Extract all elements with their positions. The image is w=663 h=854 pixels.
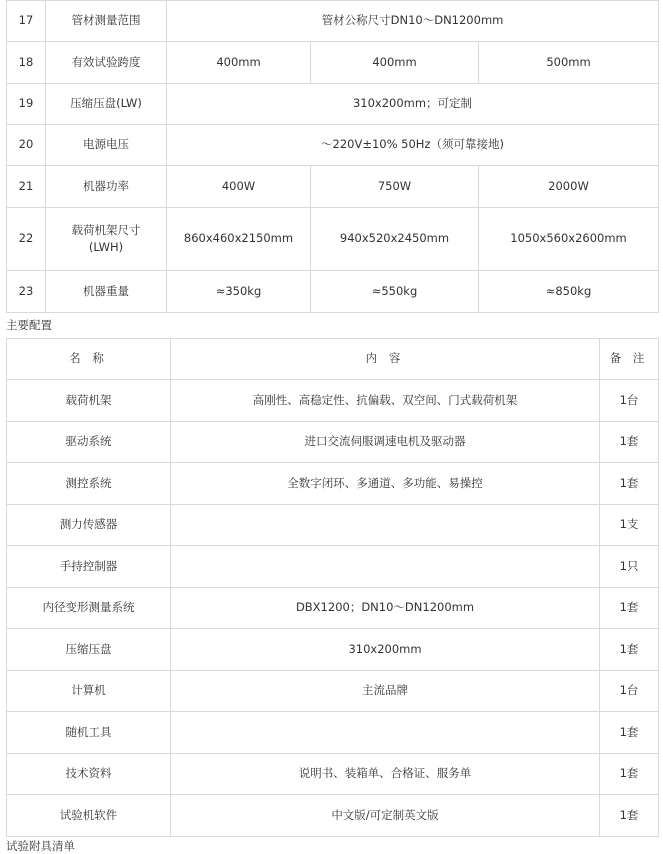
config-note: 1套 (600, 588, 659, 629)
config-row (7, 546, 659, 588)
config-name: 手持控制器 (7, 546, 171, 588)
spec-value: ≈550kg (311, 271, 479, 313)
config-row (7, 754, 659, 795)
spec-name: 管材测量范围 (46, 1, 167, 42)
config-note: 1套 (600, 795, 659, 837)
config-name: 随机工具 (7, 712, 171, 754)
spec-value: 400mm (311, 42, 479, 84)
config-name: 载荷机架 (7, 380, 171, 422)
spec-row (7, 42, 659, 84)
config-row (7, 588, 659, 629)
config-content (171, 505, 600, 546)
spec-value: ≈850kg (479, 271, 659, 313)
config-name: 试验机软件 (7, 795, 171, 837)
spec-value: 500mm (479, 42, 659, 84)
section-title: 主要配置 (6, 318, 52, 332)
spec-no: 18 (7, 42, 46, 84)
spec-value: 860x460x2150mm (167, 208, 311, 271)
config-content (171, 546, 600, 588)
spec-name: 电源电压 (46, 125, 167, 166)
spec-table (6, 0, 659, 313)
spec-no: 17 (7, 1, 46, 42)
spec-value: 400mm (167, 42, 311, 84)
spec-name: 压缩压盘(LW) (46, 84, 167, 125)
config-row (7, 795, 659, 837)
spec-value: 400W (167, 166, 311, 208)
config-note: 1支 (600, 505, 659, 546)
config-content: 说明书、装箱单、合格证、服务单 (171, 754, 600, 795)
spec-value: 310x200mm；可定制 (167, 84, 659, 125)
spec-no: 21 (7, 166, 46, 208)
config-name: 压缩压盘 (7, 629, 171, 671)
config-content: 进口交流伺服调速电机及驱动器 (171, 422, 600, 463)
config-name: 测控系统 (7, 463, 171, 505)
spec-value: 750W (311, 166, 479, 208)
config-name: 内径变形测量系统 (7, 588, 171, 629)
spec-no: 20 (7, 125, 46, 166)
spec-row (7, 208, 659, 271)
config-content: 主流品牌 (171, 671, 600, 712)
config-content (171, 712, 600, 754)
config-note: 1套 (600, 629, 659, 671)
spec-row (7, 166, 659, 208)
config-content: 高刚性、高稳定性、抗偏载、双空间、门式载荷机架 (171, 380, 600, 422)
config-name: 计算机 (7, 671, 171, 712)
spec-no: 19 (7, 84, 46, 125)
spec-name-line: (LWH) (88, 240, 124, 254)
config-row (7, 671, 659, 712)
spec-row (7, 271, 659, 313)
next-section-title: 试验附具清单 (6, 839, 75, 853)
config-row (7, 463, 659, 505)
config-note: 1只 (600, 546, 659, 588)
config-note: 1套 (600, 712, 659, 754)
config-row (7, 712, 659, 754)
config-row (7, 505, 659, 546)
config-row (7, 380, 659, 422)
config-content: 中文版/可定制英文版 (171, 795, 600, 837)
spec-name: 机器功率 (46, 166, 167, 208)
spec-name: 有效试验跨度 (46, 42, 167, 84)
header-note: 备 注 (600, 339, 659, 380)
spec-row (7, 84, 659, 125)
spec-name (46, 208, 167, 271)
spec-value: ～220V±10% 50Hz（须可靠接地) (167, 125, 659, 166)
config-name: 技术资料 (7, 754, 171, 795)
config-note: 1套 (600, 463, 659, 505)
config-name: 驱动系统 (7, 422, 171, 463)
config-table (6, 338, 659, 837)
spec-no: 22 (7, 208, 46, 271)
config-row (7, 629, 659, 671)
spec-value: ≈350kg (167, 271, 311, 313)
config-header-row (7, 339, 659, 380)
spec-value: 1050x560x2600mm (479, 208, 659, 271)
spec-name: 机器重量 (46, 271, 167, 313)
config-content: 全数字闭环、多通道、多功能、易操控 (171, 463, 600, 505)
header-name: 名 称 (7, 339, 171, 380)
config-content: DBX1200；DN10～DN1200mm (171, 588, 600, 629)
spec-name-line: 载荷机架尺寸 (71, 222, 141, 237)
spec-value: 管材公称尺寸DN10～DN1200mm (167, 1, 659, 42)
config-note: 1套 (600, 422, 659, 463)
config-note: 1台 (600, 380, 659, 422)
spec-value: 940x520x2450mm (311, 208, 479, 271)
config-name: 测力传感器 (7, 505, 171, 546)
spec-row (7, 1, 659, 42)
spec-no: 23 (7, 271, 46, 313)
spec-value: 2000W (479, 166, 659, 208)
config-row (7, 422, 659, 463)
spec-row (7, 125, 659, 166)
header-content: 内 容 (171, 339, 600, 380)
config-note: 1套 (600, 754, 659, 795)
config-content: 310x200mm (171, 629, 600, 671)
config-note: 1台 (600, 671, 659, 712)
